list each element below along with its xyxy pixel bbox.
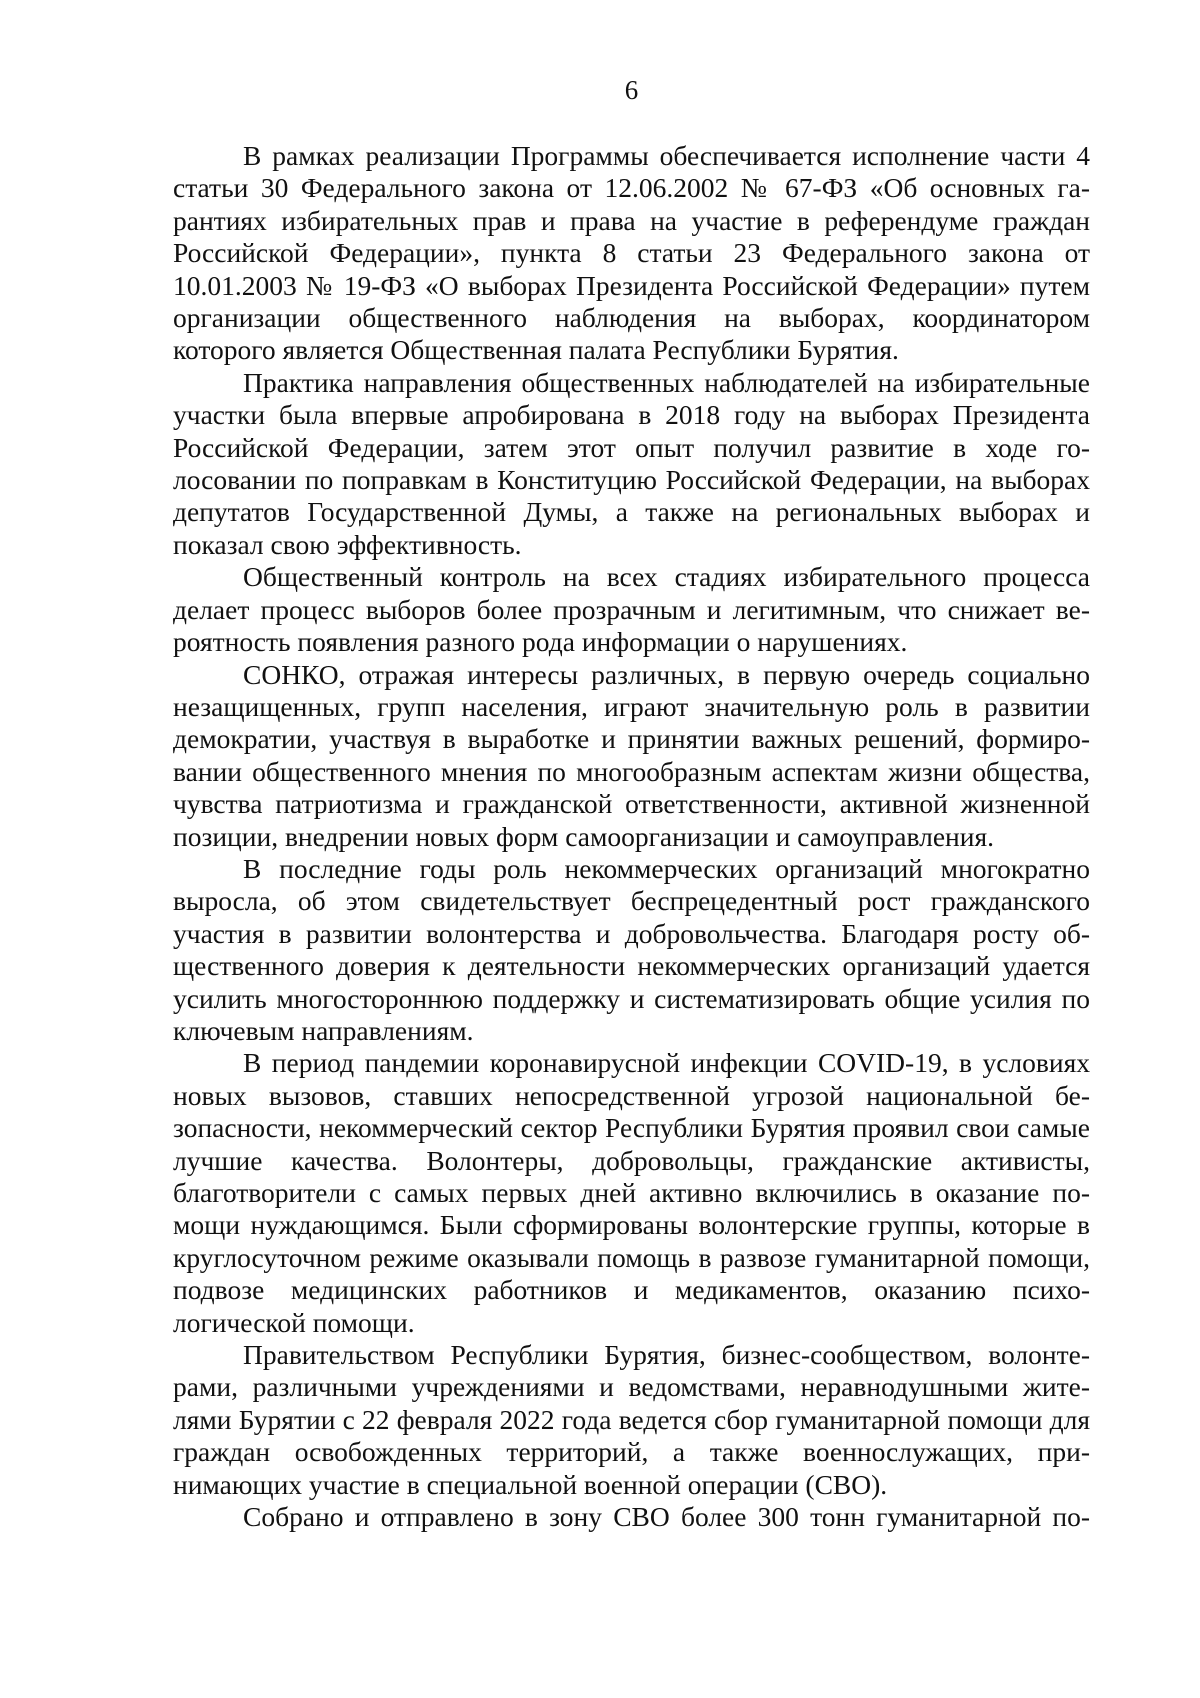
paragraph: Правительством Республики Бурятия, бизнес-сообществом, волонтерами, различными учреждениями и ведомствами, неравнодушными жителями Бурятии с 22 февраля 2022 года ведется сбор гуманитарной помощи для граждан освобожденных территорий, а также военнослужащих, принимающих участие в специальной военной операции (СВО). xyxy=(173,1339,1090,1500)
paragraph: В последние годы роль некоммерческих организаций многократно выросла, об этом свидетельствует беспрецедентный рост гражданского участия в развитии волонтерства и добровольчества. Благодаря росту общественного доверия к деятельности некоммерческих организаций удается усилить многостороннюю поддержку и систематизировать общие усилия по ключевым направлениям. xyxy=(173,852,1090,1046)
paragraph: СОНКО, отражая интересы различных, в первую очередь социально незащищенных, групп населения, играют значительную роль в развитии демократии, участвуя в выработке и принятии важных решений, формировании общественного мнения по многообразным аспектам жизни общества, чувства патриотизма и гражданской ответственности, активной жизненной позиции, внедрении новых форм самоорганизации и самоуправления. xyxy=(173,658,1090,852)
paragraph: Практика направления общественных наблюдателей на избирательные участки была впервые апробирована в 2018 году на выборах Президента Российской Федерации, затем этот опыт получил развитие в ходе голосовании по поправкам в Конституцию Российской Федерации, на выборах депутатов Государственной Думы, а также на региональных выборах и показал свою эффективность. xyxy=(173,366,1090,560)
paragraph-continued: Собрано и отправлено в зону СВО более 300 тонн гуманитарной по- xyxy=(243,1501,1090,1533)
paragraph: В рамках реализации Программы обеспечивается исполнение части 4 статьи 30 Федерального закона от 12.06.2002 № 67-ФЗ «Об основных гарантиях избирательных прав и права на участие в референдуме граждан Российской Федерации», пункта 8 статьи 23 Федерального закона от 10.01.2003 № 19-ФЗ «О выборах Президента Российской Федерации» путем организации общественного наблюдения на выборах, координатором которого является Общественная палата Республики Бурятия. xyxy=(173,140,1090,366)
body-text xyxy=(173,140,1090,1533)
paragraph: В период пандемии коронавирусной инфекции COVID-19, в условиях новых вызовов, ставших непосредственной угрозой национальной безопасности, некоммерческий сектор Республики Бурятия проявил свои самые лучшие качества. Волонтеры, добровольцы, гражданские активисты, благотворители с самых первых дней активно включились в оказание помощи нуждающимся. Были сформированы волонтерские группы, которые в круглосуточном режиме оказывали помощь в развозе гуманитарной помощи, подвозе медицинских работников и медикаментов, оказанию психологической помощи. xyxy=(173,1047,1090,1338)
paragraph: Общественный контроль на всех стадиях избирательного процесса делает процесс выборов более прозрачным и легитимным, что снижает вероятность появления разного рода информации о нарушениях. xyxy=(173,561,1090,658)
page-number: 6 xyxy=(624,75,639,105)
